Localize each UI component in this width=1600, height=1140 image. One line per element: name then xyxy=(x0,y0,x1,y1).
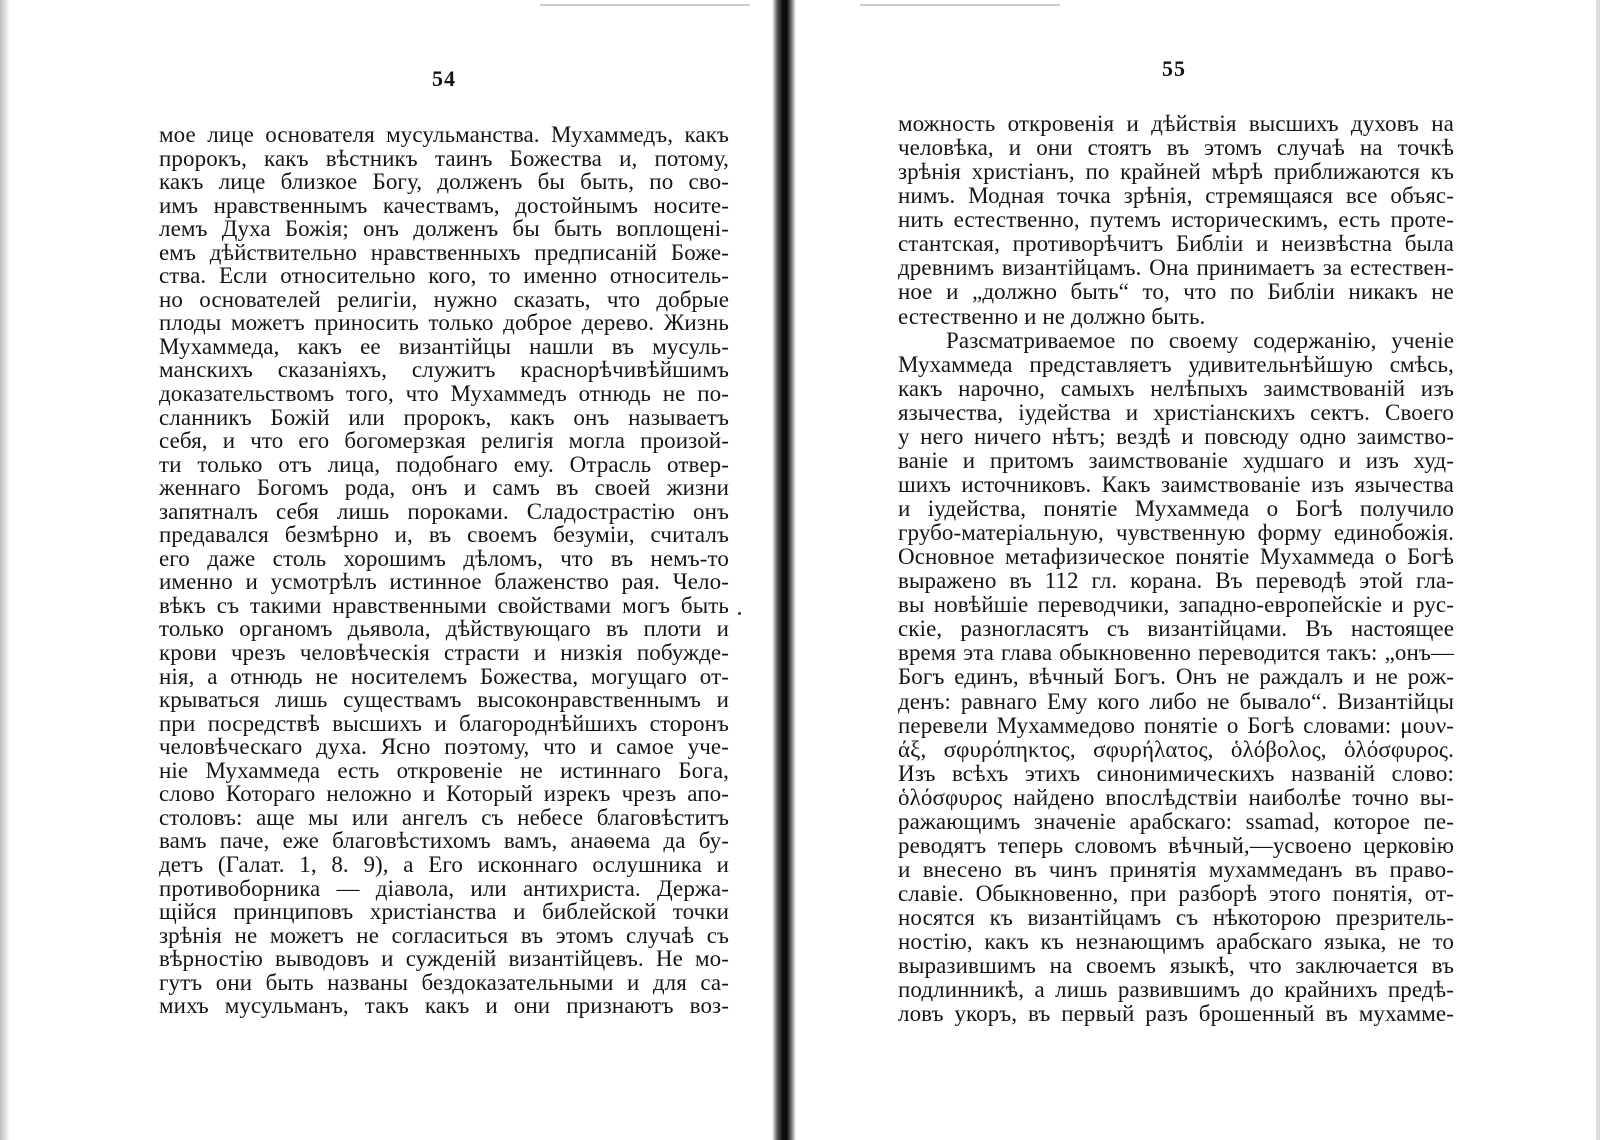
text-line: Богъ единъ, вѣчный Богъ. Онъ не раждалъ и не рож- xyxy=(898,664,1454,690)
text-line: именно и усмотрѣлъ истинное блаженство рая. Чело- xyxy=(159,569,729,595)
text-line: слово Котораго неложно и Который изрекъ чрезъ апо- xyxy=(159,781,729,807)
text-line: ное и „должно быть“ то, что по Библіи никакъ не xyxy=(898,279,1454,305)
text-line: пророкъ, какъ вѣстникъ таинъ Божества и, потому, xyxy=(159,145,729,171)
text-line: михъ мусульманъ, такъ какъ и они признаютъ воз- xyxy=(159,993,729,1019)
text-line: столовъ: аще мы или ангелъ съ небесе благовѣститъ xyxy=(159,804,729,830)
text-line: и іудейства, понятіе Мухаммеда о Богѣ получило xyxy=(898,496,1454,521)
text-line: грубо-матеріальную, чувственную форму единобожія. xyxy=(898,520,1454,546)
text-line: перевели Мухаммедово понятіе о Богѣ словами: μουν- xyxy=(898,712,1454,738)
text-line: его даже столь хорошимъ дѣломъ, что въ немъ-то xyxy=(159,545,729,571)
text-line: лемъ Духа Божія; онъ долженъ бы быть воплощені- xyxy=(159,216,729,242)
text-line: реводятъ теперь словомъ вѣчный,—усвоено церковію xyxy=(898,832,1454,858)
text-line: носятся къ византійцамъ съ нѣкоторою презритель- xyxy=(898,905,1454,931)
text-line: нить естественно, путемъ историческимъ, есть проте- xyxy=(898,207,1454,233)
text-line: у него ничего нѣтъ; вездѣ и повсюду одно заимство- xyxy=(898,423,1454,449)
text-line: запятналъ себя лишь пороками. Сладострастію онъ xyxy=(159,498,729,524)
text-line: зрѣнія христіанъ, по крайней мѣрѣ приближаются къ xyxy=(898,159,1454,185)
text-line: манскихъ сказаніяхъ, служитъ краснорѣчивѣйшимъ xyxy=(159,357,729,383)
top-rule-left xyxy=(540,4,750,6)
page-edge-left xyxy=(0,0,10,1140)
text-line: скіе, разногласятъ съ византійцами. Въ настоящее xyxy=(898,616,1454,642)
left-page-text xyxy=(159,123,729,1018)
text-line: подлинникѣ, а лишь развившимъ до крайнихъ предѣ- xyxy=(898,977,1454,1003)
text-line: выражено въ 112 гл. корана. Въ переводѣ этой гла- xyxy=(898,568,1454,594)
text-line: вѣрностію выводовъ и сужденій византійцевъ. Не мо- xyxy=(159,946,729,972)
text-line: Изъ всѣхъ этихъ синонимическихъ названій слово: xyxy=(898,760,1454,786)
text-line: зрѣнія не можетъ не согласиться въ этомъ случаѣ съ xyxy=(159,922,729,948)
text-line: Мухаммеда, какъ ее византійцы нашли въ мусуль- xyxy=(159,333,729,359)
text-line: ти только отъ лица, подобнаго ему. Отрасль отвер- xyxy=(159,451,729,477)
text-line: язычества, іудейства и христіанскихъ сектъ. Своего xyxy=(898,399,1454,425)
text-line: крови чрезъ человѣческія страсти и низкія побужде- xyxy=(159,640,729,666)
text-line: гутъ они быть названы бездоказательными и для са- xyxy=(159,969,729,995)
text-line: детъ (Галат. 1, 8. 9), а Его исконнаго ослушника и xyxy=(159,851,729,877)
text-line: противоборника — діавола, или антихриста. Держа- xyxy=(159,875,729,901)
page-edge-right xyxy=(1596,0,1600,1140)
text-line: естественно и не должно быть. xyxy=(898,303,1206,329)
text-line: человѣческаго духа. Ясно поэтому, что и самое уче- xyxy=(159,734,729,760)
page-number-left: 54 xyxy=(432,66,456,91)
text-line: мое лице основателя мусульманства. Мухаммедъ, какъ xyxy=(159,122,729,147)
text-line: ностію, какъ къ незнающимъ арабскаго языка, не то xyxy=(898,929,1454,955)
text-line: но основателей религіи, нужно сказать, что добрые xyxy=(159,286,729,312)
text-line: стантская, противорѣчитъ Библіи и неизвѣстна была xyxy=(898,231,1454,257)
text-line: себя, и что его богомерзкая религія могла произой- xyxy=(159,428,729,454)
text-line: ніе Мухаммеда есть откровеніе не истиннаго Бога, xyxy=(159,757,729,783)
text-line: денъ: равнаго Ему кого либо не бывало“. Византійцы xyxy=(898,688,1454,714)
text-line: ства. Если относительно кого, то именно относитель- xyxy=(159,263,729,289)
text-line: предавался безмѣрно и, въ своемъ безуміи, считалъ xyxy=(159,522,729,548)
text-line: женнаго Богомъ рода, онъ и самъ въ своей жизни xyxy=(159,475,729,501)
right-page-text xyxy=(898,112,1454,1026)
page-number-right: 55 xyxy=(1162,56,1186,81)
text-line: вѣкъ съ такими нравственными свойствами могъ быть xyxy=(159,592,729,618)
top-rule-right xyxy=(860,4,1060,6)
text-line: щійся принциповъ христіанства и библейской точки xyxy=(159,899,729,925)
text-line: ὁλόσφυρος найдено впослѣдствіи наиболѣе точно вы- xyxy=(898,784,1454,810)
text-line: сланникъ Божій или пророкъ, какъ онъ называетъ xyxy=(159,404,729,430)
text-line: древнимъ византійцамъ. Она принимаетъ за естествен- xyxy=(898,255,1454,281)
text-line: человѣка, и они стоятъ въ этомъ случаѣ на точкѣ xyxy=(898,135,1454,161)
text-line: Разсматриваемое по своему содержанію, ученіе xyxy=(946,327,1454,353)
text-line: можность откровенія и дѣйствія высшихъ духовъ на xyxy=(898,111,1454,136)
text-line: время эта глава обыкновенно переводится такъ: „онъ— xyxy=(898,640,1454,666)
text-line: ражающимъ значеніе арабскаго: ssamad, которое пе- xyxy=(898,808,1454,834)
text-line: Мухаммеда представляетъ удивительнѣйшую смѣсь, xyxy=(898,351,1454,377)
text-line: и внесено въ чинъ принятія мухаммеданъ въ право- xyxy=(898,856,1454,882)
text-line: какъ лице близкое Богу, долженъ бы быть, по сво- xyxy=(159,169,729,195)
book-gutter xyxy=(772,0,796,1140)
text-line: плоды можетъ приносить только доброе дерево. Жизнь xyxy=(159,310,729,336)
print-speck xyxy=(738,612,741,615)
text-line: Основное метафизическое понятіе Мухаммеда о Богѣ xyxy=(898,544,1454,570)
text-line: крываться лишь существамъ высоконравственнымъ и xyxy=(159,687,729,713)
text-line: шихъ источниковъ. Какъ заимствованіе изъ язычества xyxy=(898,471,1454,497)
text-line: вы новѣйшіе переводчики, западно-европейскіе и рус- xyxy=(898,592,1454,618)
text-line: нія, а отнюдь не носителемъ Божества, могущаго от- xyxy=(159,663,729,689)
text-line: άξ, σφυρόπηκτος, σφυρήλατος, ὁλόβολος, ὁλόσφυρος. xyxy=(898,736,1454,762)
text-line: ловъ укоръ, въ первый разъ брошенный въ мухамме- xyxy=(898,1001,1454,1027)
text-line: ваніе и притомъ заимствованіе худшаго и изъ худ- xyxy=(898,447,1454,473)
text-line: только органомъ дьявола, дѣйствующаго въ плоти и xyxy=(159,616,729,642)
text-line: славіе. Обыкновенно, при разборѣ этого понятія, от- xyxy=(898,881,1454,906)
text-line: вамъ паче, еже благовѣстихомъ вамъ, анаѳема да бу- xyxy=(159,828,729,854)
text-line: выразившимъ на своемъ языкѣ, что заключается въ xyxy=(898,953,1454,979)
text-line: имъ нравственнымъ качествамъ, достойнымъ носите- xyxy=(159,192,729,218)
text-line: при посредствѣ высшихъ и благороднѣйшихъ сторонъ xyxy=(159,710,729,736)
text-line: доказательствомъ того, что Мухаммедъ отнюдь не по- xyxy=(159,381,729,407)
text-line: нимъ. Модная точка зрѣнія, стремящаяся все объяс- xyxy=(898,183,1454,209)
text-line: какъ нарочно, самыхъ нелѣпыхъ заимствованій изъ xyxy=(898,375,1454,401)
text-line: емъ дѣйствительно нравственныхъ предписаній Боже- xyxy=(159,239,729,265)
